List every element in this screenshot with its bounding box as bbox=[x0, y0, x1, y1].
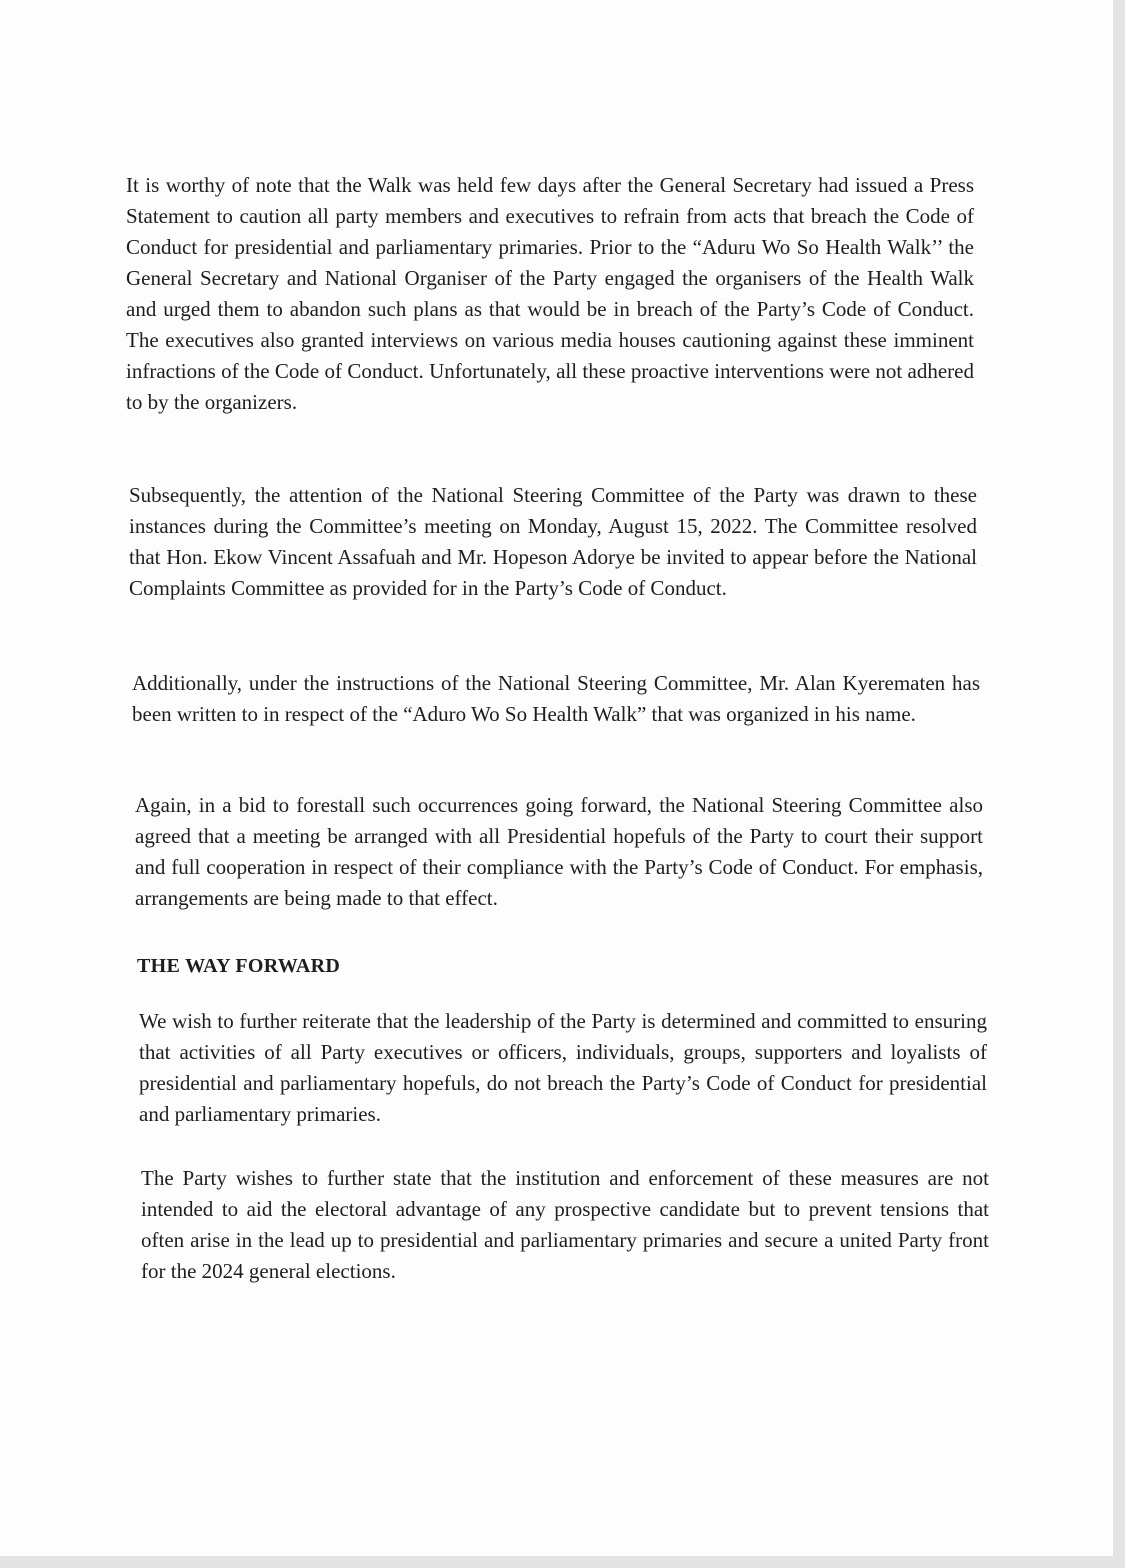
page-shadow-bottom bbox=[0, 1556, 1125, 1568]
page-shadow-right bbox=[1113, 0, 1125, 1568]
paragraph-presidential-hopefuls: Again, in a bid to forestall such occurrences going forward, the National Steering Committee also agreed that a meeting be arranged with all Presidential hopefuls of the Party to court their support and full cooperation in respect of their compliance with the Party’s Code of Conduct. For emphasis, arrangements are being made to that effect. bbox=[135, 793, 983, 910]
paragraph-enforcement-measures: The Party wishes to further state that the institution and enforcement of these measures are not intended to aid the electoral advantage of any prospective candidate but to prevent tensions that often arise in the lead up to presidential and parliamentary primaries and secure a united Party front for the 2024 general elections. bbox=[141, 1166, 989, 1283]
paragraph-walk-note: It is worthy of note that the Walk was held few days after the General Secretary had issued a Press Statement to caution all party members and executives to refrain from acts that breach the Code of Conduct for presidential and parliamentary primaries. Prior to the “Aduru Wo So Health Walk’’ the General Secretary and National Organiser of the Party engaged the organisers of the Health Walk and urged them to abandon such plans as that would be in breach of the Party’s Code of Conduct. The executives also granted interviews on various media houses cautioning against these imminent infractions of the Code of Conduct. Unfortunately, all these proactive interventions were not adhered to by the organizers. bbox=[126, 173, 974, 414]
section-heading-way-forward: THE WAY FORWARD bbox=[137, 955, 341, 977]
paragraph-leadership-commitment: We wish to further reiterate that the leadership of the Party is determined and committed to ensuring that activities of all Party executives or officers, individuals, groups, supporters and loyalists of presidential and parliamentary hopefuls, do not breach the Party’s Code of Conduct for presidential and parliamentary primaries. bbox=[139, 1009, 987, 1126]
paragraph-kyerematen-letter: Additionally, under the instructions of the National Steering Committee, Mr. Alan Kyerematen has been written to in respect of the “Aduro Wo So Health Walk” that was organized in his name. bbox=[132, 671, 980, 726]
paragraph-steering-committee: Subsequently, the attention of the National Steering Committee of the Party was drawn to these instances during the Committee’s meeting on Monday, August 15, 2022. The Committee resolved that Hon. Ekow Vincent Assafuah and Mr. Hopeson Adorye be invited to appear before the National Complaints Committee as provided for in the Party’s Code of Conduct. bbox=[129, 483, 977, 600]
